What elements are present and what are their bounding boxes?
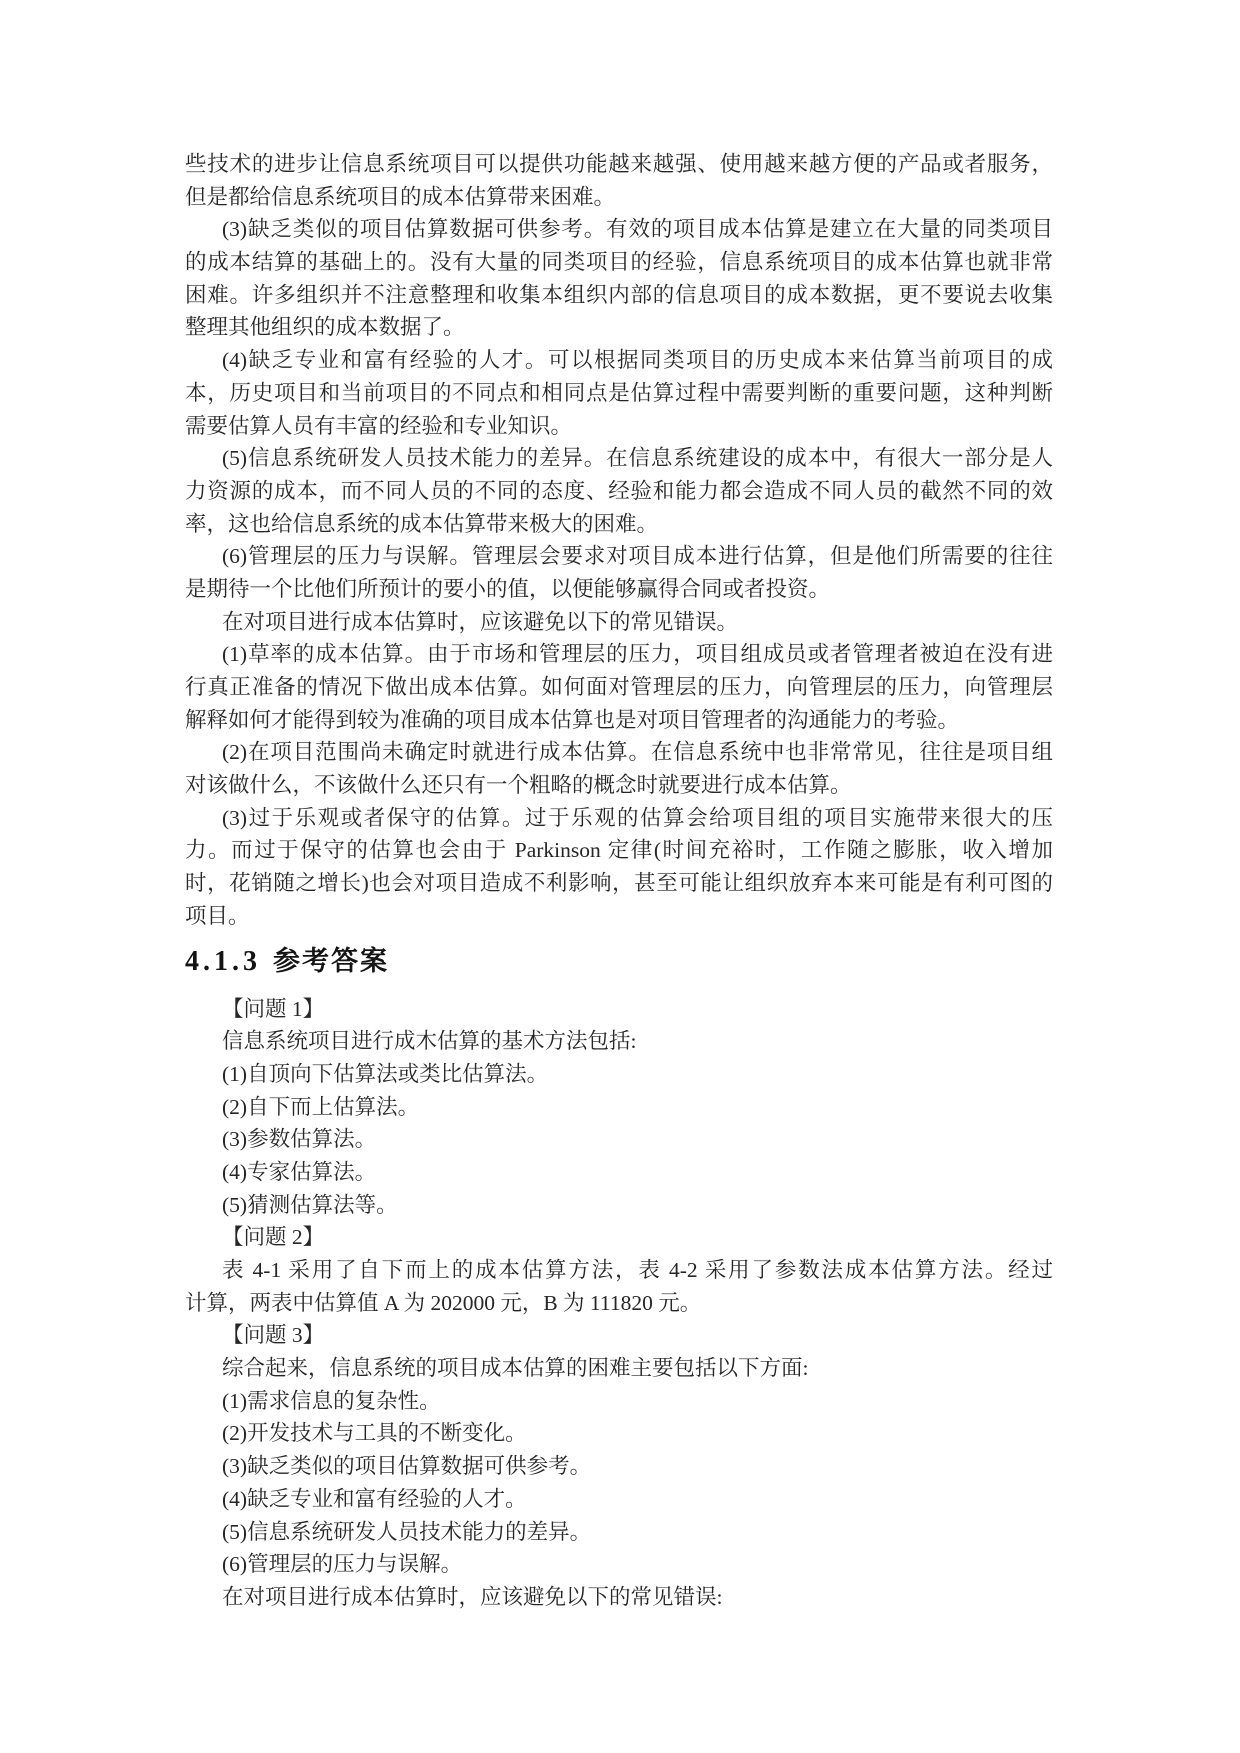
text-line: (6)管理层的压力与误解。管理层会要求对项目成本进行估算，但是他们所需要的往往 bbox=[222, 544, 1053, 569]
text-line: 综合起来，信息系统的项目成本估算的困难主要包括以下方面: bbox=[222, 1356, 809, 1381]
text-line: (6)管理层的压力与误解。 bbox=[222, 1552, 463, 1577]
text-line: 是期待一个比他们所预计的要小的值，以便能够赢得合同或者投资。 bbox=[185, 576, 831, 601]
text-line: (1)自顶向下估算法或类比估算法。 bbox=[222, 1061, 549, 1086]
text-line: 在对项目进行成本估算时，应该避免以下的常见错误。 bbox=[222, 609, 739, 634]
text-line: 本，历史项目和当前项目的不同点和相同点是估算过程中需要判断的重要问题，这种判断 bbox=[185, 380, 1053, 405]
section-number: 4.1.3 bbox=[185, 945, 261, 977]
text-line: 些技术的进步让信息系统项目可以提供功能越来越强、使用越来越方便的产品或者服务， bbox=[185, 152, 1053, 176]
section-heading bbox=[185, 943, 1053, 979]
text-line: 表 4-1 采用了自下而上的成本估算方法，表 4-2 采用了参数法成本估算方法。经过 bbox=[222, 1258, 1053, 1282]
text-line: (2)在项目范围尚未确定时就进行成本估算。在信息系统中也非常常见，往往是项目组 bbox=[222, 740, 1053, 765]
text-line: 的成本结算的基础上的。没有大量的同类项目的经验，信息系统项目的成本估算也就非常 bbox=[185, 250, 1053, 275]
text-line: (2)自下而上估算法。 bbox=[222, 1094, 420, 1119]
text-line: (4)缺乏专业和富有经验的人才。 bbox=[222, 1486, 527, 1511]
text-line: 【问题 2】 bbox=[222, 1225, 325, 1250]
text-line: 信息系统项目进行成木估算的基术方法包括: bbox=[222, 1029, 637, 1054]
text-line: 时，花销随之增长)也会对项目造成不利影响，甚至可能让组织放弃本来可能是有利可图的 bbox=[185, 871, 1053, 896]
answer-section bbox=[185, 993, 1053, 1614]
body-text-block bbox=[185, 148, 1053, 933]
text-line: (5)信息系统研发人员技术能力的差异。在信息系统建设的成本中，有很大一部分是人 bbox=[222, 446, 1053, 471]
text-line: (3)缺乏类似的项目估算数据可供参考。 bbox=[222, 1454, 592, 1479]
text-line: 解释如何才能得到较为准确的项目成本估算也是对项目管理者的沟通能力的考验。 bbox=[185, 707, 960, 732]
text-line: 力。而过于保守的估算也会由于 Parkinson 定律(时间充裕时，工作随之膨胀，收入增加 bbox=[185, 838, 1053, 863]
text-line: (4)缺乏专业和富有经验的人才。可以根据同类项目的历史成本来估算当前项目的成 bbox=[222, 348, 1053, 373]
text-line: 行真正准备的情况下做出成本估算。如何面对管理层的压力，向管理层的压力，向管理层 bbox=[185, 675, 1053, 699]
section-title: 参考答案 bbox=[273, 945, 389, 976]
text-line: (3)过于乐观或者保守的估算。过于乐观的估算会给项目组的项目实施带来很大的压 bbox=[222, 805, 1053, 830]
text-line: 困难。许多组织并不注意整理和收集本组织内部的信息项目的成本数据，更不要说去收集 bbox=[185, 282, 1053, 307]
text-line: (2)开发技术与工具的不断变化。 bbox=[222, 1421, 527, 1446]
text-line: 在对项目进行成本估算时，应该避免以下的常见错误: bbox=[222, 1584, 723, 1609]
text-line: 【问题 3】 bbox=[222, 1323, 325, 1348]
text-line: (1)需求信息的复杂性。 bbox=[222, 1388, 441, 1413]
text-line: 需要估算人员有丰富的经验和专业知识。 bbox=[185, 413, 573, 438]
text-line: 整理其他组织的成本数据了。 bbox=[185, 315, 465, 340]
text-line: (5)猜测估算法等。 bbox=[222, 1192, 398, 1217]
text-line: (3)缺乏类似的项目估算数据可供参考。有效的项目成本估算是建立在大量的同类项目 bbox=[222, 217, 1053, 242]
text-line: (4)专家估算法。 bbox=[222, 1159, 377, 1184]
text-line: 对该做什么，不该做什么还只有一个粗略的概念时就要进行成本估算。 bbox=[185, 773, 852, 798]
text-line: (3)参数估算法。 bbox=[222, 1127, 377, 1152]
text-line: (5)信息系统研发人员技术能力的差异。 bbox=[222, 1519, 592, 1544]
text-line: (1)草率的成本估算。由于市场和管理层的压力，项目组成员或者管理者被迫在没有进 bbox=[222, 642, 1053, 667]
text-line: 率，这也给信息系统的成本估算带来极大的困难。 bbox=[185, 511, 659, 536]
page-content bbox=[185, 148, 1053, 1614]
text-line: 项目。 bbox=[185, 903, 250, 928]
text-line: 但是都给信息系统项目的成本估算带来困难。 bbox=[185, 184, 616, 209]
text-line: 计算，两表中估算值 A 为 202000 元，B 为 111820 元。 bbox=[185, 1290, 702, 1315]
text-line: 力资源的成本，而不同人员的不同的态度、经验和能力都会造成不同人员的截然不同的效 bbox=[185, 478, 1053, 503]
text-line: 【问题 1】 bbox=[222, 996, 325, 1021]
